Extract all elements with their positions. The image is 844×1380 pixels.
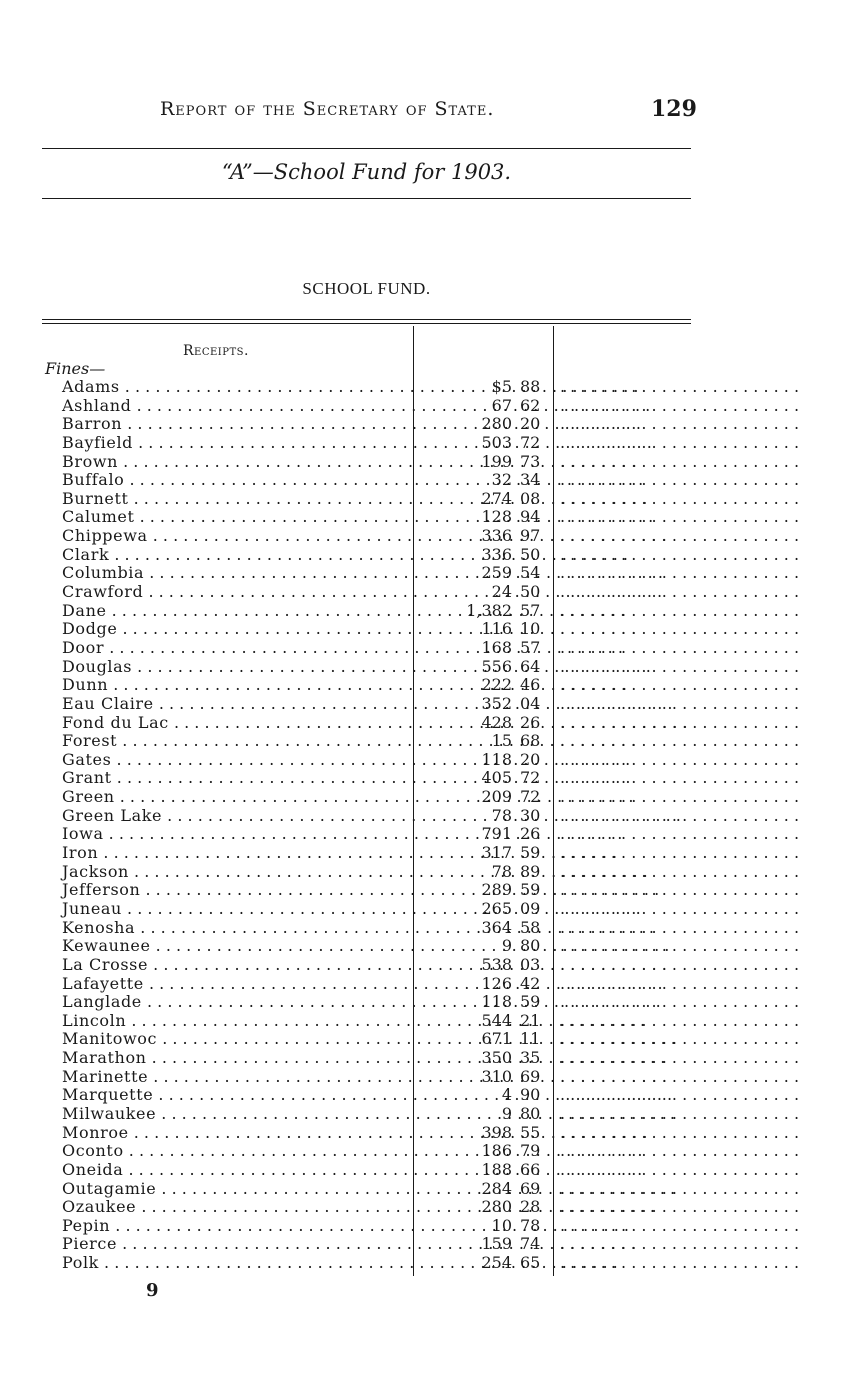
amount-dollars: 1,382	[466, 600, 512, 620]
county-name: Jefferson . . .	[62, 881, 409, 900]
empty-column-leader-dots: . . . . . . . . . . . . . . . . . . . . . . . .	[560, 1197, 800, 1217]
table-subtitle: “A”—School Fund for 1903.	[221, 160, 512, 184]
amount-dollars: 159	[481, 1234, 512, 1254]
empty-column-leader-dots: . . . . . . . . . . . . . . . . . . . . . . . .	[560, 1085, 800, 1105]
amount-dollars: 10	[491, 1215, 512, 1235]
empty-column-leader-dots: . . . . . . . . . . . . . . . . . . . . . . . .	[560, 693, 800, 713]
county-name: Adams . . .	[62, 378, 409, 397]
amount-cents: 72	[520, 432, 541, 452]
table-row	[0, 1105, 844, 1124]
amount-cents: 20	[520, 749, 541, 769]
table-row	[0, 975, 844, 994]
empty-column-leader-dots: . . . . . . . . . . . . . . . . . . . . . . . .	[560, 675, 800, 695]
table-row	[0, 993, 844, 1012]
county-name: Iowa . . .	[62, 825, 409, 844]
empty-column-leader-dots: . . . . . . . . . . . . . . . . . . . . . . . .	[560, 824, 800, 844]
table-row	[0, 825, 844, 844]
empty-column-leader-dots: . . . . . . . . . . . . . . . . . . . . . . . .	[560, 470, 800, 490]
page-number: 129	[651, 96, 697, 122]
empty-column-leader-dots: . . . . . . . . . . . . . . . . . . . . . . . .	[560, 414, 800, 434]
table-row	[0, 1217, 844, 1236]
empty-column-leader-dots: . . . . . . . . . . . . . . . . . . . . . . . .	[560, 637, 800, 657]
amount-dollars: 284	[481, 1178, 512, 1198]
empty-column-leader-dots: . . . . . . . . . . . . . . . . . . . . . . . .	[560, 1215, 800, 1235]
county-name: Pepin . . .	[62, 1217, 409, 1236]
amount-cents: 55	[520, 1122, 541, 1142]
county-name: Manitowoc . . .	[62, 1030, 409, 1049]
county-name: La Crosse . . .	[62, 956, 409, 975]
amount-dollars: 280	[481, 414, 512, 434]
amount-cents: 69	[520, 1178, 541, 1198]
empty-column-leader-dots: . . . . . . . . . . . . . . . . . . . . . . . .	[560, 395, 800, 415]
county-name: Columbia . . .	[62, 564, 409, 583]
amount-dollars: 118	[481, 749, 512, 769]
table-row	[0, 919, 844, 938]
empty-column-leader-dots: . . . . . . . . . . . . . . . . . . . . . . . .	[560, 1029, 800, 1049]
county-name: Monroe . . .	[62, 1124, 409, 1143]
empty-column-leader-dots: . . . . . . . . . . . . . . . . . . . . . . . .	[560, 1253, 800, 1273]
county-name: Barron . . .	[62, 415, 409, 434]
amount-cents: 69	[520, 1066, 541, 1086]
amount-cents: 57	[520, 637, 541, 657]
table-row	[0, 844, 844, 863]
empty-column-leader-dots: . . . . . . . . . . . . . . . . . . . . . . . .	[560, 544, 800, 564]
amount-cents: 74	[520, 1234, 541, 1254]
amount-cents: 94	[520, 507, 541, 527]
signature-mark: 9	[146, 1280, 159, 1301]
amount-cents: 46	[520, 675, 541, 695]
table-row	[0, 881, 844, 900]
amount-dollars: 259	[481, 563, 512, 583]
table-row	[0, 378, 844, 397]
amount-dollars: 556	[481, 656, 512, 676]
county-name: Jackson . . .	[62, 863, 409, 882]
amount-dollars: 503	[481, 432, 512, 452]
county-name: Gates . . .	[62, 751, 409, 770]
table-row	[0, 508, 844, 527]
amount-dollars: 9	[501, 1103, 512, 1123]
amount-cents: 09	[520, 898, 541, 918]
amount-dollars: 67	[491, 395, 512, 415]
amount-cents: 08	[520, 488, 541, 508]
amount-cents: 04	[520, 693, 541, 713]
empty-column-leader-dots: . . . . . . . . . . . . . . . . . . . . . . . .	[560, 843, 800, 863]
amount-cents: 28	[520, 1197, 541, 1217]
amount-dollars: 405	[481, 768, 512, 788]
county-name: Burnett . . .	[62, 490, 409, 509]
amount-dollars: 128	[481, 507, 512, 527]
empty-column-leader-dots: . . . . . . . . . . . . . . . . . . . . . . . .	[560, 1010, 800, 1030]
table-row	[0, 807, 844, 826]
table-row	[0, 415, 844, 434]
amount-dollars: 168	[481, 637, 512, 657]
amount-cents: 79	[520, 1141, 541, 1161]
empty-column-leader-dots: . . . . . . . . . . . . . . . . . . . . . . . .	[560, 1234, 800, 1254]
table-row	[0, 546, 844, 565]
amount-dollars: 188	[481, 1159, 512, 1179]
amount-dollars: 274	[481, 488, 512, 508]
county-name: Ozaukee . . .	[62, 1198, 409, 1217]
amount-cents: 66	[520, 1159, 541, 1179]
county-name: Buffalo . . .	[62, 471, 409, 490]
empty-column-leader-dots: . . . . . . . . . . . . . . . . . . . . . . . .	[560, 432, 800, 452]
table-row	[0, 751, 844, 770]
amount-cents: 26	[520, 824, 541, 844]
amount-cents: 78	[520, 1215, 541, 1235]
amount-dollars: 317	[481, 843, 512, 863]
table-row	[0, 602, 844, 621]
empty-column-leader-dots: . . . . . . . . . . . . . . . . . . . . . . . .	[560, 619, 800, 639]
empty-column-leader-dots: . . . . . . . . . . . . . . . . . . . . . . . .	[560, 917, 800, 937]
amount-cents: 73	[520, 451, 541, 471]
table-row	[0, 1180, 844, 1199]
page-header-title: Report of the Secretary of State.	[160, 98, 495, 120]
amount-cents: 90	[520, 1085, 541, 1105]
county-name: Marquette . . .	[62, 1086, 409, 1105]
empty-column-leader-dots: . . . . . . . . . . . . . . . . . . . . . . . .	[560, 712, 800, 732]
county-name: Clark . . .	[62, 546, 409, 565]
amount-dollars: 222	[481, 675, 512, 695]
table-row	[0, 620, 844, 639]
table-row	[0, 1161, 844, 1180]
table-row	[0, 658, 844, 677]
table-row	[0, 732, 844, 751]
table-top-rule	[42, 319, 691, 320]
amount-cents: 10	[520, 619, 541, 639]
county-name: Brown . . .	[62, 453, 409, 472]
category-label: Fines—	[45, 359, 106, 378]
amount-dollars: 118	[481, 992, 512, 1012]
table-row	[0, 1124, 844, 1143]
county-name: Oneida . . .	[62, 1161, 409, 1180]
amount-dollars: 116	[481, 619, 512, 639]
table-row	[0, 639, 844, 658]
amount-dollars: 4	[501, 1085, 512, 1105]
empty-column-leader-dots: . . . . . . . . . . . . . . . . . . . . . . . .	[560, 954, 800, 974]
table-row	[0, 769, 844, 788]
county-name: Door . . .	[62, 639, 409, 658]
table-row	[0, 676, 844, 695]
amount-cents: 97	[520, 526, 541, 546]
table-row	[0, 1198, 844, 1217]
table-row	[0, 453, 844, 472]
county-name: Green Lake . . .	[62, 807, 409, 826]
empty-column-leader-dots: . . . . . . . . . . . . . . . . . . . . . . . .	[560, 600, 800, 620]
empty-column-leader-dots: . . . . . . . . . . . . . . . . . . . . . . . .	[560, 973, 800, 993]
amount-cents: 57	[520, 600, 541, 620]
amount-cents: 50	[520, 544, 541, 564]
table-row	[0, 1142, 844, 1161]
table-row	[0, 490, 844, 509]
county-name: Lafayette . . .	[62, 975, 409, 994]
amount-dollars: 428	[481, 712, 512, 732]
empty-column-leader-dots: . . . . . . . . . . . . . . . . . . . . . . . .	[560, 1141, 800, 1161]
amount-cents: 88	[520, 377, 541, 396]
table-row	[0, 527, 844, 546]
amount-cents: 64	[520, 656, 541, 676]
amount-dollars: 791	[481, 824, 512, 844]
county-name: Iron . . .	[62, 844, 409, 863]
amount-dollars: 9	[501, 936, 512, 956]
county-name: Dane . . .	[62, 602, 409, 621]
amount-dollars: 78	[491, 805, 512, 825]
county-name: Chippewa . . .	[62, 527, 409, 546]
section-title: SCHOOL FUND.	[302, 279, 431, 298]
amount-cents: 54	[520, 563, 541, 583]
amount-cents: 80	[520, 936, 541, 956]
empty-column-leader-dots: . . . . . . . . . . . . . . . . . . . . . . . .	[560, 563, 800, 583]
county-name: Crawford . . .	[62, 583, 409, 602]
amount-dollars: 15	[491, 731, 512, 751]
county-name: Polk . . .	[62, 1254, 409, 1273]
county-name: Milwaukee . . .	[62, 1105, 409, 1124]
amount-cents: 42	[520, 973, 541, 993]
empty-column-leader-dots: . . . . . . . . . . . . . . . . . . . . . . . .	[560, 1159, 800, 1179]
empty-column-leader-dots: . . . . . . . . . . . . . . . . . . . . . . . .	[560, 936, 800, 956]
table-row	[0, 695, 844, 714]
table-top-rule-second	[42, 323, 691, 324]
amount-dollars: $5	[491, 377, 512, 396]
amount-cents: 26	[520, 712, 541, 732]
table-row	[0, 583, 844, 602]
amount-dollars: 78	[491, 861, 512, 881]
empty-column-leader-dots: . . . . . . . . . . . . . . . . . . . . . . . .	[560, 992, 800, 1012]
empty-column-leader-dots: . . . . . . . . . . . . . . . . . . . . . . . .	[560, 880, 800, 900]
amount-dollars: 280	[481, 1197, 512, 1217]
county-name: Lincoln . . .	[62, 1012, 409, 1031]
amount-dollars: 398	[481, 1122, 512, 1142]
table-row	[0, 1068, 844, 1087]
amount-cents: 59	[520, 992, 541, 1012]
table-row	[0, 956, 844, 975]
county-name: Forest . . .	[62, 732, 409, 751]
amount-dollars: 544	[481, 1010, 512, 1030]
empty-column-leader-dots: . . . . . . . . . . . . . . . . . . . . . . . .	[560, 731, 800, 751]
empty-column-leader-dots: . . . . . . . . . . . . . . . . . . . . . . . .	[560, 526, 800, 546]
county-name: Outagamie . . .	[62, 1180, 409, 1199]
table-row	[0, 1235, 844, 1254]
empty-column-leader-dots: . . . . . . . . . . . . . . . . . . . . . . . .	[560, 1066, 800, 1086]
table-row	[0, 1254, 844, 1273]
empty-column-leader-dots: . . . . . . . . . . . . . . . . . . . . . . . .	[560, 656, 800, 676]
county-name: Kenosha . . .	[62, 919, 409, 938]
empty-column-leader-dots: . . . . . . . . . . . . . . . . . . . . . . . .	[560, 488, 800, 508]
county-name: Marinette . . .	[62, 1068, 409, 1087]
amount-cents: 50	[520, 582, 541, 602]
county-name: Eau Claire . . .	[62, 695, 409, 714]
table-row	[0, 471, 844, 490]
amount-cents: 59	[520, 880, 541, 900]
empty-column-leader-dots: . . . . . . . . . . . . . . . . . . . . . . . .	[560, 1103, 800, 1123]
table-row	[0, 1012, 844, 1031]
amount-dollars: 265	[481, 898, 512, 918]
amount-cents: 34	[520, 470, 541, 490]
empty-column-leader-dots: . . . . . . . . . . . . . . . . . . . . . . . .	[560, 898, 800, 918]
county-name: Pierce . . .	[62, 1235, 409, 1254]
table-row	[0, 714, 844, 733]
table-row	[0, 863, 844, 882]
amount-cents: 58	[520, 917, 541, 937]
amount-dollars: 126	[481, 973, 512, 993]
table-row	[0, 788, 844, 807]
amount-dollars: 209	[481, 787, 512, 807]
table-row	[0, 564, 844, 583]
empty-column-leader-dots: . . . . . . . . . . . . . . . . . . . . . . . .	[560, 451, 800, 471]
amount-cents: 59	[520, 843, 541, 863]
amount-cents: 72	[520, 787, 541, 807]
amount-dollars: 336	[481, 526, 512, 546]
amount-cents: 72	[520, 768, 541, 788]
table-row	[0, 1086, 844, 1105]
county-name: Grant . . .	[62, 769, 409, 788]
amount-dollars: 310	[481, 1066, 512, 1086]
amount-dollars: 289	[481, 880, 512, 900]
amount-cents: 03	[520, 954, 541, 974]
table-body	[0, 378, 844, 1273]
amount-dollars: 32	[491, 470, 512, 490]
amount-dollars: 199	[481, 451, 512, 471]
table-row	[0, 1030, 844, 1049]
amount-dollars: 336	[481, 544, 512, 564]
table-row	[0, 937, 844, 956]
amount-dollars: 671	[481, 1029, 512, 1049]
amount-cents: 21	[520, 1010, 541, 1030]
amount-cents: 65	[520, 1253, 541, 1273]
amount-dollars: 186	[481, 1141, 512, 1161]
county-name: Douglas . . .	[62, 658, 409, 677]
county-name: Ashland . . .	[62, 397, 409, 416]
amount-dollars: 538	[481, 954, 512, 974]
county-name: Green . . .	[62, 788, 409, 807]
empty-column-leader-dots: . . . . . . . . . . . . . . . . . . . . . . . .	[560, 507, 800, 527]
amount-dollars: 364	[481, 917, 512, 937]
amount-dollars: 24	[491, 582, 512, 602]
header-rule	[42, 148, 691, 149]
county-name: Langlade . . .	[62, 993, 409, 1012]
empty-column-leader-dots: . . . . . . . . . . . . . . . . . . . . . . . .	[560, 377, 800, 396]
empty-column-leader-dots: . . . . . . . . . . . . . . . . . . . . . . . .	[560, 805, 800, 825]
county-name: Calumet . . .	[62, 508, 409, 527]
table-row	[0, 434, 844, 453]
empty-column-leader-dots: . . . . . . . . . . . . . . . . . . . . . . . .	[560, 768, 800, 788]
amount-dollars: 350	[481, 1048, 512, 1068]
empty-column-leader-dots: . . . . . . . . . . . . . . . . . . . . . . . .	[560, 749, 800, 769]
county-name: Fond du Lac . . .	[62, 714, 409, 733]
amount-cents: 89	[520, 861, 541, 881]
amount-dollars: 352	[481, 693, 512, 713]
amount-cents: 35	[520, 1048, 541, 1068]
table-row	[0, 1049, 844, 1068]
amount-cents: 68	[520, 731, 541, 751]
empty-column-leader-dots: . . . . . . . . . . . . . . . . . . . . . . . .	[560, 1178, 800, 1198]
amount-cents: 80	[520, 1103, 541, 1123]
table-row	[0, 900, 844, 919]
amount-cents: 11	[520, 1029, 541, 1049]
county-name: Kewaunee . . .	[62, 937, 409, 956]
empty-column-leader-dots: . . . . . . . . . . . . . . . . . . . . . . . .	[560, 1122, 800, 1142]
amount-dollars: 254	[481, 1253, 512, 1273]
county-name: Dunn . . .	[62, 676, 409, 695]
county-name: Marathon . . .	[62, 1049, 409, 1068]
county-name: Oconto . . .	[62, 1142, 409, 1161]
county-name: Bayfield . . .	[62, 434, 409, 453]
amount-cents: 20	[520, 414, 541, 434]
county-name: Dodge . . .	[62, 620, 409, 639]
empty-column-leader-dots: . . . . . . . . . . . . . . . . . . . . . . . .	[560, 582, 800, 602]
county-name: Juneau . . .	[62, 900, 409, 919]
subtitle-rule	[42, 198, 691, 199]
receipts-heading: Receipts.	[183, 343, 249, 359]
amount-cents: 62	[520, 395, 541, 415]
empty-column-leader-dots: . . . . . . . . . . . . . . . . . . . . . . . .	[560, 861, 800, 881]
amount-cents: 30	[520, 805, 541, 825]
empty-column-leader-dots: . . . . . . . . . . . . . . . . . . . . . . . .	[560, 1048, 800, 1068]
table-row	[0, 397, 844, 416]
empty-column-leader-dots: . . . . . . . . . . . . . . . . . . . . . . . .	[560, 787, 800, 807]
